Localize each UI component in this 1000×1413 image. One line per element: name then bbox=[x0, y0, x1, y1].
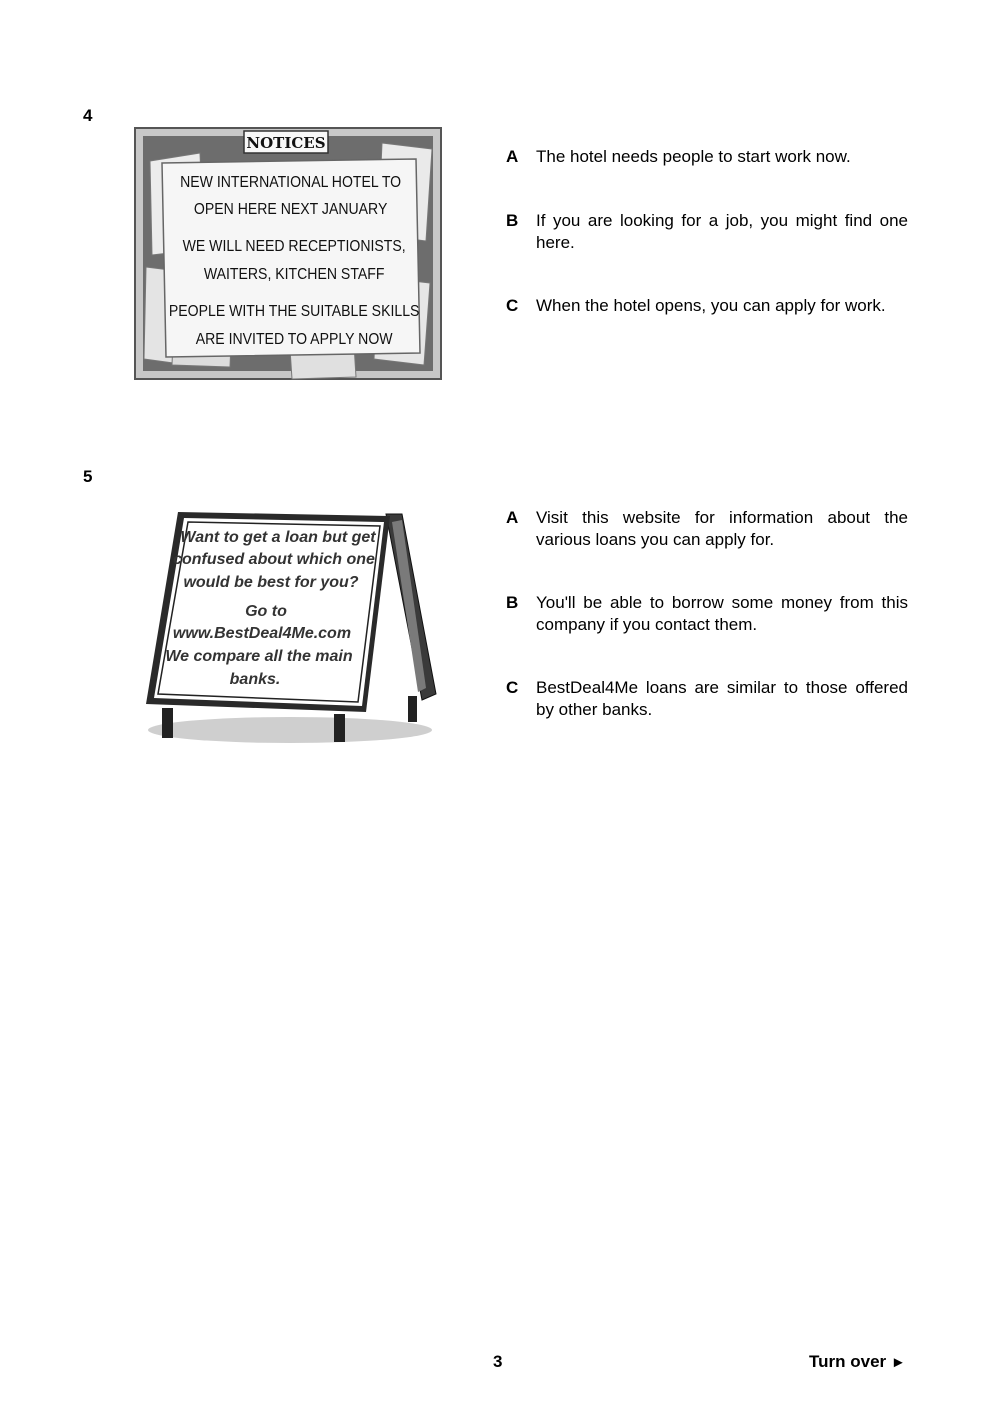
notice-line: PEOPLE WITH THE SUITABLE SKILLS bbox=[168, 302, 420, 321]
sign-board-illustration bbox=[140, 508, 440, 744]
answer-option-a[interactable] bbox=[506, 507, 908, 551]
sign-line: banks. bbox=[229, 671, 281, 688]
option-letter: B bbox=[506, 211, 519, 230]
notice-line: WE WILL NEED RECEPTIONISTS, bbox=[182, 237, 406, 256]
option-letter: A bbox=[506, 508, 519, 527]
notice-line: ARE INVITED TO APPLY NOW bbox=[195, 330, 393, 349]
sign-line: We compare all the main bbox=[165, 648, 353, 665]
question-number: 5 bbox=[83, 467, 93, 486]
sign-line: Go to bbox=[245, 603, 287, 620]
sign-line: would be best for you? bbox=[183, 574, 359, 591]
option-text: BestDeal4Me loans are similar to those offered by other banks. bbox=[536, 678, 908, 719]
sign-line: confused about which one bbox=[173, 551, 375, 568]
answer-option-c[interactable] bbox=[506, 677, 908, 721]
turn-over-label bbox=[809, 1352, 906, 1372]
notice-board-illustration bbox=[134, 127, 442, 380]
option-text: When the hotel opens, you can apply for work. bbox=[536, 296, 886, 315]
option-text: Visit this website for information about the various loans you can apply for. bbox=[536, 508, 908, 549]
option-text: The hotel needs people to start work now. bbox=[536, 147, 851, 166]
notice-board-image bbox=[134, 127, 442, 380]
answer-option-b[interactable] bbox=[506, 592, 908, 636]
page-number: 3 bbox=[493, 1352, 503, 1371]
sign-line: Want to get a loan but get bbox=[180, 529, 376, 546]
question-number: 4 bbox=[83, 106, 93, 125]
sign-line: www.BestDeal4Me.com bbox=[172, 625, 352, 642]
notice-line: OPEN HERE NEXT JANUARY bbox=[193, 200, 388, 219]
right-triangle-icon: ► bbox=[890, 1354, 906, 1371]
answer-option-c[interactable] bbox=[506, 295, 908, 317]
turn-over-text: Turn over bbox=[809, 1352, 887, 1371]
sign-board-image bbox=[140, 508, 440, 744]
option-letter: A bbox=[506, 147, 519, 166]
notice-line: WAITERS, KITCHEN STAFF bbox=[203, 265, 385, 284]
option-text: You'll be able to borrow some money from this company if you contact them. bbox=[536, 593, 908, 634]
notice-header: NOTICES bbox=[246, 134, 326, 152]
option-letter: B bbox=[506, 593, 519, 612]
option-letter: C bbox=[506, 296, 519, 315]
option-text: If you are looking for a job, you might find one here. bbox=[536, 211, 908, 252]
answer-option-a[interactable] bbox=[506, 146, 908, 168]
answer-option-b[interactable] bbox=[506, 210, 908, 254]
option-letter: C bbox=[506, 678, 519, 697]
notice-line: NEW INTERNATIONAL HOTEL TO bbox=[180, 173, 402, 192]
